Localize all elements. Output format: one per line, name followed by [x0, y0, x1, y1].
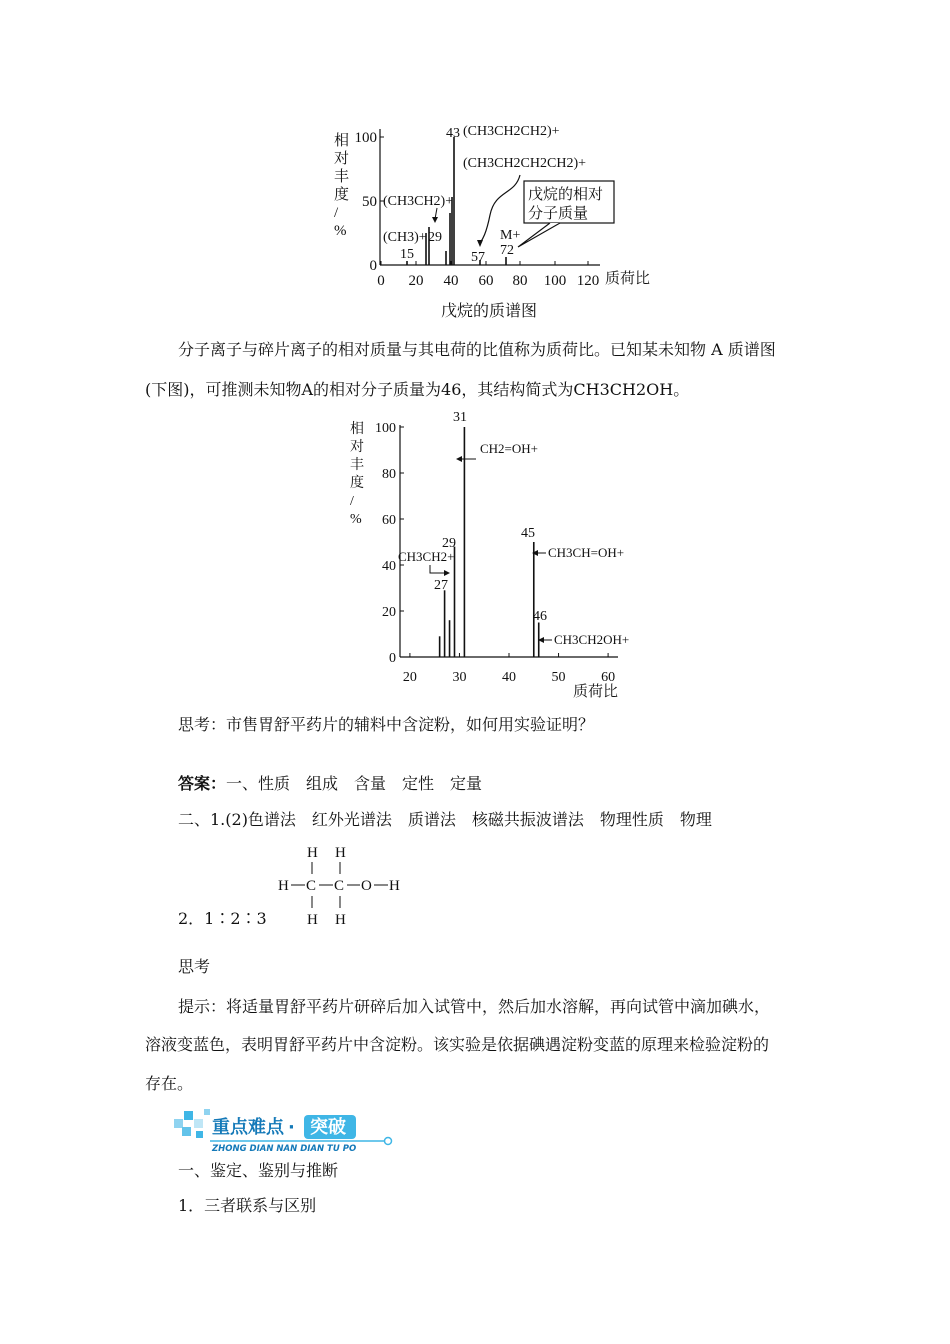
section-heading: 一、鉴定、鉴别与推断: [178, 1161, 339, 1180]
banner-dot: ·: [288, 1117, 295, 1138]
structure-c1: C: [306, 878, 317, 894]
chart2-ion45-label: CH3CH=OH+: [548, 545, 625, 560]
chart1-ch3-mz: 15: [400, 247, 414, 262]
hint-line1: 提示：将适量胃舒平药片研碎后加入试管中，然后加水溶解，再向试管中滴加碘水，: [178, 997, 771, 1016]
chart1-propyl-label: (CH3CH2CH2)+: [463, 124, 560, 139]
structure-h-bot1: H: [307, 912, 318, 928]
chart2-xtick-label: 60: [601, 670, 616, 685]
ethanol-mass-spectrum: [340, 405, 660, 705]
chart1-xlabel: 质荷比: [605, 271, 651, 287]
structure-h-bot2: H: [335, 912, 346, 928]
chart2-ylabel: [350, 420, 364, 527]
chart2-ytick-label: 80: [382, 467, 396, 482]
chart2-ion46-label: CH3CH2OH+: [554, 632, 630, 647]
chart1-box-line2: 分子质量: [528, 206, 589, 222]
think2-title: 思考: [178, 957, 211, 976]
chart2-ytick-label: 100: [375, 421, 396, 436]
chart1-box-line1: 戊烷的相对: [528, 187, 604, 203]
para1-line1: 分子离子与碎片离子的相对质量与其电荷的比值称为质荷比。已知某未知物 A 质谱图: [178, 340, 776, 359]
chart2-ytick-label: 60: [382, 513, 396, 528]
chart2-peak31-label: 31: [453, 410, 467, 425]
svg-text:相对丰度/%: 相对丰度/ %: [334, 133, 350, 239]
chart1-propyl-mz: 43: [446, 126, 460, 141]
chart1-xtick-120: 120: [576, 273, 600, 289]
chart1-ch3-label: (CH3)+: [383, 230, 427, 245]
structure-h-left: H: [278, 878, 289, 894]
banner-cubes-icon: [174, 1109, 210, 1138]
chart1-butyl-label: (CH3CH2CH2CH2)+: [463, 156, 587, 171]
chart1-ytick-100: 100: [354, 130, 377, 146]
chart2-ion29-label: CH3CH2+: [398, 549, 455, 564]
chart2-peak45-label: 45: [521, 526, 535, 541]
pentane-mass-spectrum: [320, 115, 680, 295]
chart1-xtick-40: 40: [443, 273, 459, 289]
chart1-molecular-label: M+: [500, 228, 521, 243]
chart1-ylabel: [334, 132, 349, 239]
chart2-xtick-label: 20: [402, 670, 417, 685]
para1-line2: (下图)，可推测未知物A的相对分子质量为46，其结构简式为CH3CH2OH。: [145, 380, 690, 399]
structure-c2: C: [334, 878, 345, 894]
think-question: 思考：市售胃舒平药片的辅料中含淀粉，如何用实验证明？: [178, 715, 595, 734]
answer-line1: [178, 774, 482, 794]
chart2-ytick-label: 40: [382, 559, 396, 574]
chart1-xtick-0: 0: [377, 273, 385, 289]
chart1-ytick-0: 0: [369, 258, 377, 274]
chart1-molecular-mz: 72: [500, 243, 514, 258]
chart2-peak29-label: 29: [442, 536, 456, 551]
chart1-xtick-80: 80: [512, 273, 528, 289]
chart2-ytick-label: 20: [382, 605, 396, 620]
chart1-xtick-20: 20: [408, 273, 424, 289]
hint-line3: 存在。: [145, 1074, 194, 1093]
banner-highlight: 突破: [310, 1117, 346, 1138]
hint-line2: 溶液变蓝色，表明胃舒平药片中含淀粉。该实验是依据碘遇淀粉变蓝的原理来检验淀粉的: [145, 1035, 770, 1054]
chart1-ethyl-label: (CH3CH2)+: [383, 194, 454, 209]
chart2-xtick-label: 30: [452, 670, 467, 685]
subsection-heading: 1．三者联系与区别: [178, 1196, 317, 1215]
structure-h-right: H: [389, 878, 400, 894]
structure-o: O: [361, 878, 372, 894]
chart2-ytick-label: 0: [389, 651, 396, 666]
structure-h-top1: H: [307, 845, 318, 861]
chart1-xtick-60: 60: [478, 273, 494, 289]
banner-title: 重点难点: [212, 1117, 284, 1138]
chart2-peak46-label: 46: [533, 609, 547, 624]
answer-label: 答案：: [178, 774, 227, 793]
banner-subtitle: ZHONG DIAN NAN DIAN TU PO: [212, 1144, 357, 1154]
chart2-xtick-label: 40: [502, 670, 516, 685]
chart2-xtick-label: 50: [551, 670, 566, 685]
chart1-ytick-50: 50: [362, 194, 377, 210]
answer-line2: 二、1.(2)色谱法 红外光谱法 质谱法 核磁共振波谱法 物理性质 物理: [178, 810, 712, 829]
answer-text1: 一、性质 组成 含量 定性 定量: [226, 774, 483, 793]
structure-h-top2: H: [335, 845, 346, 861]
chart2-ion31-label: CH2=OH+: [480, 441, 538, 456]
chart2-xlabel: 质荷比: [573, 684, 619, 700]
svg-text:相对丰度/%: 相对丰度/ %: [350, 422, 364, 527]
chart1-caption: 戊烷的质谱图: [441, 301, 538, 320]
key-points-banner: [170, 1105, 400, 1155]
chart1-butyl-mz: 57: [471, 250, 485, 265]
chart2-peak27-label: 27: [434, 578, 448, 593]
answer-line3: 2．1∶2∶3: [178, 909, 267, 928]
chart1-xtick-100: 100: [543, 273, 567, 289]
ethanol-structure: [270, 840, 410, 930]
chart1-ethyl-mz: 29: [428, 230, 442, 245]
